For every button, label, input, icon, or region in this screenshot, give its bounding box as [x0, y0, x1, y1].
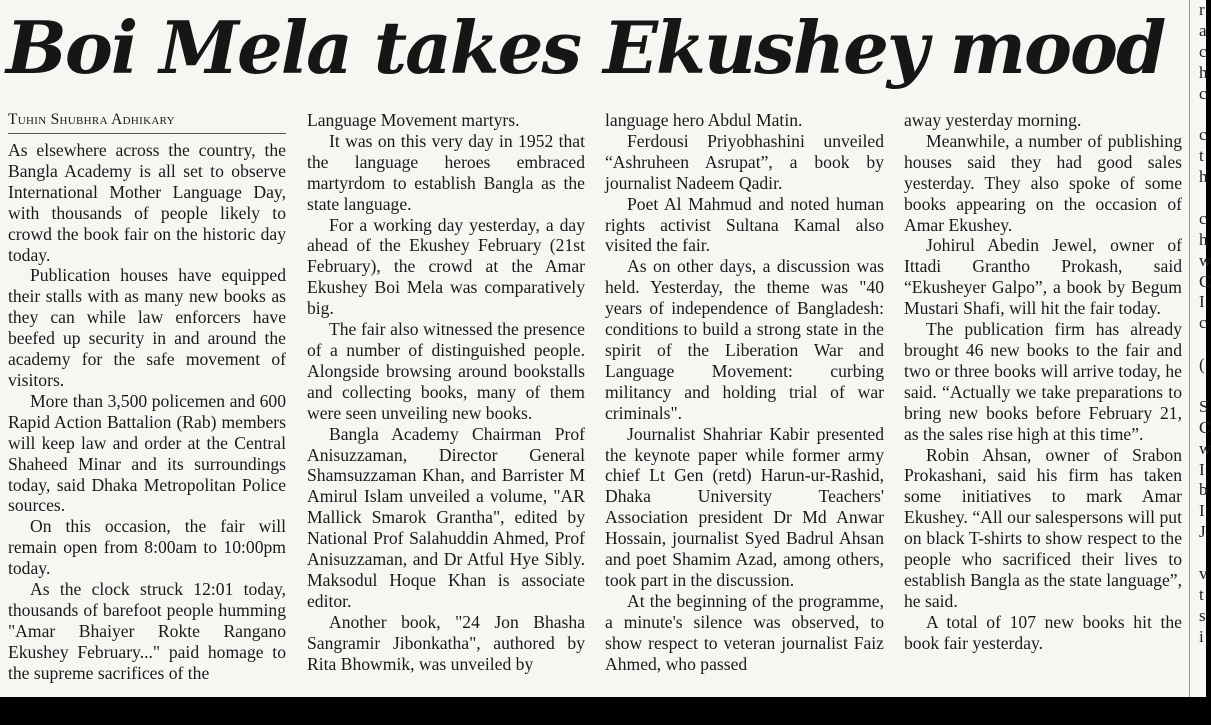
edge-letter: I: [1199, 292, 1205, 312]
paragraph: On this occasion, the fair will remain open from 8:00am to 10:00pm today.: [8, 516, 286, 579]
paragraph-continued: language hero Abdul Matin.: [605, 110, 803, 130]
edge-letter: r: [1199, 0, 1205, 19]
paragraph: As elsewhere across the country, the Bangla Academy is all set to observe International Mother Language Day, with thousands of people likely to crowd the book fair on the historic day today.: [8, 140, 286, 265]
edge-letter: t: [1199, 584, 1204, 604]
paragraph: Journalist Shahriar Kabir presented the keynote paper while former army chief Lt Gen (retd) Harun-ur-Rashid, Dhaka University Teachers' Association president Dr Md Anwar Hossain, journalist Syed Badrul Ahsan and poet Shamim Azad, among others, took part in the discussion.: [605, 423, 884, 590]
paragraph: Johirul Abedin Jewel, owner of Ittadi Grantho Prokash, said “Ekusheyer Galpo”, a book by Begum Mustari Shafi, will hit the fair today.: [904, 235, 1182, 319]
paragraph: The publication firm has already brought 46 new books to the fair and two or three books will arrive today, he said. “Actually we take preparations to bring new books before February 21, as the sales rise high at this time”.: [904, 319, 1182, 444]
edge-letter: C: [1199, 271, 1211, 291]
edge-letter: I: [1199, 459, 1205, 479]
edge-letter: c: [1199, 313, 1207, 333]
paragraph-continued: away yesterday morning.: [904, 110, 1082, 130]
edge-letter: C: [1199, 417, 1211, 437]
edge-letter: [1199, 188, 1211, 209]
paragraph: A total of 107 new books hit the book fair yesterday.: [904, 611, 1182, 653]
edge-letter: [1199, 376, 1211, 397]
article-column-3: [605, 110, 884, 697]
edge-letter: J: [1199, 522, 1206, 542]
edge-letter: h: [1199, 62, 1208, 82]
article-column-2: [307, 110, 585, 697]
edge-letter: (: [1199, 355, 1205, 375]
adjacent-column-edge: [1199, 0, 1211, 697]
paragraph: Another book, "24 Jon Bhasha Sangramir Jibonkatha", authored by Rita Bhowmik, was unveiled by: [307, 611, 585, 674]
edge-letter: c: [1199, 41, 1207, 61]
paragraph: Ferdousi Priyobhashini unveiled “Ashruheen Asrupat”, a book by journalist Nadeem Qadir.: [605, 130, 884, 193]
paragraph: It was on this very day in 1952 that the language heroes embraced martyrdom to establish Bangla as the state language.: [307, 130, 585, 214]
edge-letter: w: [1199, 438, 1211, 458]
edge-letter: c: [1199, 83, 1207, 103]
paragraph-continued: Language Movement martyrs.: [307, 110, 520, 130]
edge-letter: [1199, 543, 1211, 564]
edge-letter: s: [1199, 605, 1206, 625]
article-column-4: [904, 110, 1182, 697]
paragraph: Poet Al Mahmud and noted human rights activist Sultana Kamal also visited the fair.: [605, 193, 884, 256]
edge-letter: a: [1199, 20, 1207, 40]
edge-letter: b: [1199, 480, 1208, 500]
edge-letter: h: [1199, 167, 1208, 187]
edge-letter: S: [1199, 396, 1209, 416]
bottom-black-bar: [0, 697, 1206, 725]
paragraph: The fair also witnessed the presence of a number of distinguished people. Alongside browsing around bookstalls and collecting books, many of them were seen unveiling new books.: [307, 319, 585, 423]
edge-letter: w: [1199, 250, 1211, 270]
headline: Boi Mela takes Ekushey mood: [6, 5, 1165, 90]
paragraph: As the clock struck 12:01 today, thousands of barefoot people humming "Amar Bhaiyer Rokte Rangano Ekushey February..." paid homage to the supreme sacrifices of the: [8, 579, 286, 683]
paragraph: Robin Ahsan, owner of Srabon Prokashani, said his firm has taken some initiatives to mark Amar Ekushey. “All our salespersons will put on black T-shirts to show respect to the people who sacrificed their lives to establish Bangla as the state language”, he said.: [904, 444, 1182, 611]
column-divider: [1189, 0, 1190, 697]
edge-letter: [1199, 104, 1211, 125]
paragraph: Bangla Academy Chairman Prof Anisuzzaman, Director General Shamsuzzaman Khan, and Barrister M Amirul Islam unveiled a volume, "AR Mallick Smarok Grantha", edited by National Prof Salahuddin Ahmed, Prof Anisuzzaman, and Dr Atful Hye Sibly. Maksodul Hoque Khan is associate editor.: [307, 423, 585, 611]
edge-letter: h: [1199, 229, 1208, 249]
paragraph: At the beginning of the programme, a minute's silence was observed, to show respect to veteran journalist Faiz Ahmed, who passed: [605, 590, 884, 674]
edge-letter: [1199, 334, 1211, 355]
edge-letter: c: [1199, 208, 1207, 228]
article-column-1: [8, 110, 286, 697]
paragraph: Meanwhile, a number of publishing houses said they had good sales yesterday. They also spoke of some books appearing on the occasion of Amar Ekushey.: [904, 130, 1182, 235]
edge-letter: t: [1199, 146, 1204, 166]
edge-letter: i: [1199, 626, 1204, 646]
paragraph: For a working day yesterday, a day ahead of the Ekushey February (21st February), the crowd at the Amar Ekushey Boi Mela was comparatively big.: [307, 214, 585, 319]
edge-letter: v: [1199, 564, 1208, 584]
paragraph: More than 3,500 policemen and 600 Rapid Action Battalion (Rab) members will keep law and order at the Central Shaheed Minar and its surroundings today, said Dhaka Metropolitan Police sources.: [8, 390, 286, 516]
paragraph: Publication houses have equipped their stalls with as many new books as they can while law enforcers have beefed up security in and around the academy for the safe movement of visitors.: [8, 265, 286, 390]
edge-letter: c: [1199, 125, 1207, 145]
edge-letter: I: [1199, 501, 1205, 521]
byline: Tuhin Shubhra Adhikary: [8, 110, 286, 134]
paragraph: As on other days, a discussion was held. Yesterday, the theme was "40 years of independence of Bangladesh: conditions to build a strong state in the spirit of the Liberation War and Language Movement: curbing militancy and holding trial of war criminals".: [605, 256, 884, 423]
